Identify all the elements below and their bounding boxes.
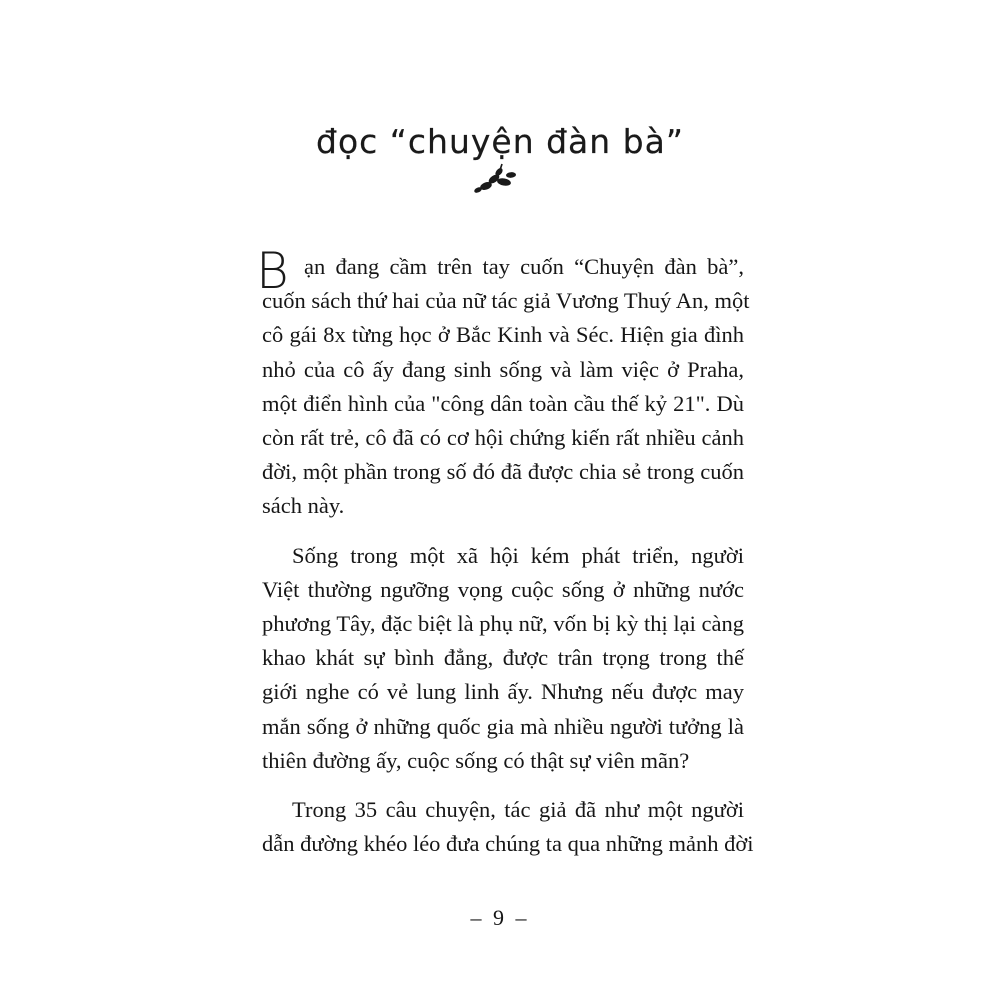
paragraph-2 [262,539,744,778]
body-text [256,242,754,861]
text-line: thiên đường ấy, cuộc sống có thật sự viên mãn? [262,747,690,773]
text-line: giới nghe có vẻ lung linh ấy. Nhưng nếu được may [262,679,744,705]
text-line: nhỏ của cô ấy đang sinh sống và làm việc ở Praha, [262,356,744,382]
page-number: – 9 – [470,905,530,930]
text-line: Việt thường ngưỡng vọng cuộc sống ở những nước [262,576,744,602]
text-line: ạn đang cầm trên tay cuốn “Chuyện đàn bà”, [304,254,744,279]
text-line: mắn sống ở những quốc gia mà nhiều người tưởng là [262,713,744,739]
text-line: khao khát sự bình đẳng, được trân trọng trong thế [262,645,744,671]
paragraph-3 [262,793,754,861]
drop-cap-letter: B [256,242,289,300]
text-line: còn rất trẻ, cô đã có cơ hội chứng kiến rất nhiều cảnh [262,425,744,451]
text-line: đời, một phần trong số đó đã được chia sẻ trong cuốn [262,459,744,485]
paragraph-1 [256,242,750,524]
chapter-title: đọc “chuyện đàn bà” [316,122,684,161]
text-line: Trong 35 câu chuyện, tác giả đã như một người [292,797,744,823]
text-line: sách này. [262,493,345,519]
text-line: dẫn đường khéo léo đưa chúng ta qua những mảnh đời [262,831,754,857]
text-line: cô gái 8x từng học ở Bắc Kinh và Séc. Hiện gia đình [262,322,744,348]
text-line: một điển hình của "công dân toàn cầu thế kỷ 21". Dù [262,390,744,416]
leaf-sprig-icon [464,160,534,194]
text-line: Sống trong một xã hội kém phát triển, người [292,542,744,568]
text-line: cuốn sách thứ hai của nữ tác giả Vương Thuý An, một [262,288,750,314]
text-line: phương Tây, đặc biệt là phụ nữ, vốn bị kỳ thị lại càng [262,611,744,637]
